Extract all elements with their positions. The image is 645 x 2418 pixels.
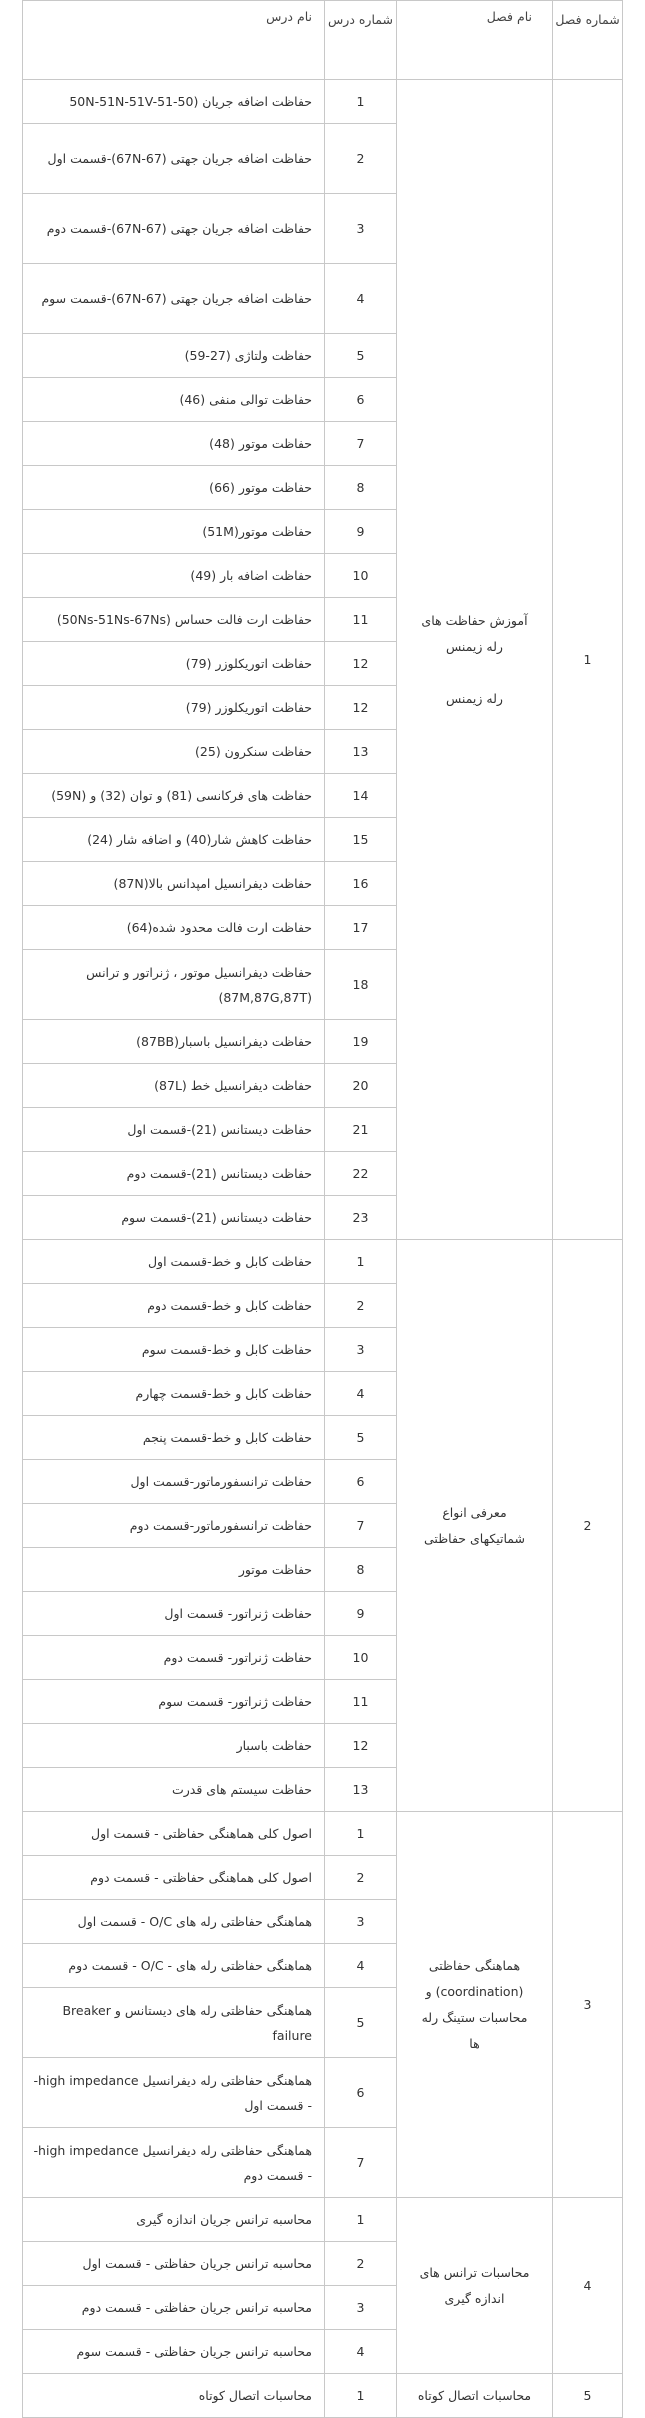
table-row	[23, 1812, 623, 1856]
chapter-number: 1	[553, 80, 623, 1240]
lesson-title: حفاظت دیفرانسیل باسبار(87BB)	[23, 1020, 325, 1064]
chapter-number: 2	[553, 1240, 623, 1812]
lesson-number: 14	[325, 774, 397, 818]
lesson-number: 7	[325, 1504, 397, 1548]
table-row	[23, 1240, 623, 1284]
chapter-number: 4	[553, 2198, 623, 2374]
lesson-title: حفاظت موتور (66)	[23, 466, 325, 510]
lesson-number: 12	[325, 686, 397, 730]
lesson-number: 21	[325, 1108, 397, 1152]
lesson-number: 13	[325, 730, 397, 774]
lesson-number: 3	[325, 1900, 397, 1944]
lesson-title: اصول کلی هماهنگی حفاظتی - قسمت اول	[23, 1812, 325, 1856]
lesson-title: حفاظت کابل و خط-قسمت پنجم	[23, 1416, 325, 1460]
lesson-title: حفاظت توالی منفی (46)	[23, 378, 325, 422]
lesson-title: حفاظت ارت فالت حساس (50Ns-51Ns-67Ns)	[23, 598, 325, 642]
lesson-number: 20	[325, 1064, 397, 1108]
course-table	[22, 0, 623, 2418]
header-lesson-number: شماره درس	[325, 1, 397, 80]
lesson-number: 11	[325, 598, 397, 642]
lesson-title: حفاظت کابل و خط-قسمت دوم	[23, 1284, 325, 1328]
lesson-number: 17	[325, 906, 397, 950]
lesson-number: 2	[325, 1856, 397, 1900]
header-chapter-number: شماره فصل	[553, 1, 623, 80]
lesson-title: هماهنگی حفاظتی رله دیفرانسیل high impedance- - قسمت اول	[23, 2058, 325, 2128]
lesson-number: 7	[325, 2128, 397, 2198]
lesson-title: محاسبه ترانس جریان حفاظتی - قسمت سوم	[23, 2330, 325, 2374]
lesson-number: 6	[325, 2058, 397, 2128]
lesson-title: محاسبه ترانس جریان حفاظتی - قسمت اول	[23, 2242, 325, 2286]
lesson-title: حفاظت کاهش شار(40) و اضافه شار (24)	[23, 818, 325, 862]
chapter-name-line: معرفی انواع	[442, 1504, 507, 1520]
chapter-name	[397, 1812, 553, 2198]
header-lesson-title: نام درس	[23, 1, 325, 80]
lesson-number: 1	[325, 1812, 397, 1856]
lesson-title: حفاظت دیستانس (21)-قسمت دوم	[23, 1152, 325, 1196]
lesson-number: 10	[325, 1636, 397, 1680]
chapter-name-line: هماهنگی حفاظتی	[428, 1957, 521, 1973]
lesson-number: 5	[325, 1988, 397, 2058]
chapter-name-line: محاسبات ستینگ رله	[421, 2009, 528, 2025]
chapter-name-line: آموزش حفاظت های	[421, 612, 528, 628]
lesson-title: حفاظت موتور(51M)	[23, 510, 325, 554]
lesson-title: حفاظت اضافه بار (49)	[23, 554, 325, 598]
lesson-number: 13	[325, 1768, 397, 1812]
lesson-title: حفاظت اتوریکلوزر (79)	[23, 642, 325, 686]
lesson-number: 3	[325, 2286, 397, 2330]
lesson-title: هماهنگی حفاظتی رله های - O/C - قسمت دوم	[23, 1944, 325, 1988]
lesson-number: 23	[325, 1196, 397, 1240]
lesson-number: 12	[325, 642, 397, 686]
lesson-title: حفاظت سنکرون (25)	[23, 730, 325, 774]
lesson-title: حفاظت موتور	[23, 1548, 325, 1592]
chapter-name	[397, 1240, 553, 1812]
lesson-number: 4	[325, 1944, 397, 1988]
lesson-number: 1	[325, 2198, 397, 2242]
lesson-number: 22	[325, 1152, 397, 1196]
lesson-number: 10	[325, 554, 397, 598]
lesson-number: 1	[325, 2374, 397, 2418]
lesson-title: هماهنگی حفاظتی رله های دیستانس و Breaker failure	[23, 1988, 325, 2058]
lesson-title: حفاظت موتور (48)	[23, 422, 325, 466]
chapter-name	[397, 2198, 553, 2374]
chapter-name-line: محاسبات اتصال کوتاه	[417, 2387, 532, 2403]
chapter-name-line: محاسبات ترانس های	[419, 2264, 530, 2280]
chapter-number: 3	[553, 1812, 623, 2198]
table-row	[23, 80, 623, 124]
lesson-title: اصول کلی هماهنگی حفاظتی - قسمت دوم	[23, 1856, 325, 1900]
chapter-name-line: اندازه گیری	[444, 2290, 505, 2306]
lesson-number: 1	[325, 1240, 397, 1284]
chapter-name-line: شماتیکهای حفاظتی	[424, 1530, 525, 1546]
lesson-title: حفاظت کابل و خط-قسمت چهارم	[23, 1372, 325, 1416]
table-row	[23, 2198, 623, 2242]
lesson-number: 15	[325, 818, 397, 862]
lesson-title: حفاظت دیفرانسیل امپدانس بالا(87N)	[23, 862, 325, 906]
lesson-title: حفاظت ترانسفورماتور-قسمت دوم	[23, 1504, 325, 1548]
lesson-title: هماهنگی حفاظتی رله دیفرانسیل high impedance- - قسمت دوم	[23, 2128, 325, 2198]
table-header-row	[23, 1, 623, 80]
lesson-title: حفاظت های فرکانسی (81) و توان (32) و (59N)	[23, 774, 325, 818]
lesson-title: حفاظت دیستانس (21)-قسمت سوم	[23, 1196, 325, 1240]
lesson-title: حفاظت دیفرانسیل خط (87L)	[23, 1064, 325, 1108]
lesson-title: حفاظت ژنراتور- قسمت سوم	[23, 1680, 325, 1724]
lesson-number: 2	[325, 2242, 397, 2286]
lesson-title: حفاظت اتوریکلوزر (79)	[23, 686, 325, 730]
lesson-title: حفاظت ولتاژی (27-59)	[23, 334, 325, 378]
chapter-name-line: رله زیمنس	[446, 638, 503, 654]
lesson-number: 16	[325, 862, 397, 906]
lesson-title: حفاظت دیستانس (21)-قسمت اول	[23, 1108, 325, 1152]
lesson-number: 6	[325, 378, 397, 422]
lesson-title: حفاظت دیفرانسیل موتور ، ژنراتور و ترانس (87M,87G,87T)	[23, 950, 325, 1020]
chapter-name	[397, 80, 553, 1240]
lesson-number: 4	[325, 264, 397, 334]
lesson-title: محاسبه ترانس جریان حفاظتی - قسمت دوم	[23, 2286, 325, 2330]
lesson-number: 9	[325, 1592, 397, 1636]
table-row	[23, 2374, 623, 2418]
lesson-number: 5	[325, 1416, 397, 1460]
chapter-name	[397, 2374, 553, 2418]
lesson-number: 1	[325, 80, 397, 124]
lesson-number: 2	[325, 1284, 397, 1328]
lesson-number: 11	[325, 1680, 397, 1724]
lesson-number: 19	[325, 1020, 397, 1064]
chapter-number: 5	[553, 2374, 623, 2418]
lesson-number: 3	[325, 194, 397, 264]
lesson-title: حفاظت ژنراتور- قسمت دوم	[23, 1636, 325, 1680]
lesson-number: 12	[325, 1724, 397, 1768]
lesson-number: 9	[325, 510, 397, 554]
lesson-number: 7	[325, 422, 397, 466]
lesson-number: 3	[325, 1328, 397, 1372]
lesson-number: 4	[325, 1372, 397, 1416]
lesson-number: 6	[325, 1460, 397, 1504]
lesson-number: 8	[325, 466, 397, 510]
lesson-title: محاسبه ترانس جریان اندازه گیری	[23, 2198, 325, 2242]
lesson-title: حفاظت کابل و خط-قسمت اول	[23, 1240, 325, 1284]
lesson-title: حفاظت اضافه جریان جهتی (67N-67)-قسمت اول	[23, 124, 325, 194]
chapter-name-line: ها	[469, 2035, 480, 2051]
lesson-title: محاسبات اتصال کوتاه	[23, 2374, 325, 2418]
lesson-title: حفاظت ارت فالت محدود شده(64)	[23, 906, 325, 950]
lesson-title: حفاظت کابل و خط-قسمت سوم	[23, 1328, 325, 1372]
lesson-number: 5	[325, 334, 397, 378]
lesson-title: حفاظت ژنراتور- قسمت اول	[23, 1592, 325, 1636]
lesson-number: 8	[325, 1548, 397, 1592]
lesson-title: حفاظت اضافه جریان (50N-51N-51V-51-50	[23, 80, 325, 124]
lesson-title: حفاظت اضافه جریان جهتی (67N-67)-قسمت دوم	[23, 194, 325, 264]
lesson-title: حفاظت ترانسفورماتور-قسمت اول	[23, 1460, 325, 1504]
lesson-title: هماهنگی حفاظتی رله های O/C - قسمت اول	[23, 1900, 325, 1944]
lesson-number: 18	[325, 950, 397, 1020]
chapter-name-line: (coordination) و	[425, 1983, 524, 1999]
lesson-title: حفاظت اضافه جریان جهتی (67N-67)-قسمت سوم	[23, 264, 325, 334]
header-chapter-name: نام فصل	[397, 1, 553, 80]
lesson-number: 2	[325, 124, 397, 194]
lesson-number: 4	[325, 2330, 397, 2374]
lesson-title: حفاظت باسبار	[23, 1724, 325, 1768]
lesson-title: حفاظت سیستم های قدرت	[23, 1768, 325, 1812]
chapter-name-line: رله زیمنس	[446, 690, 503, 706]
